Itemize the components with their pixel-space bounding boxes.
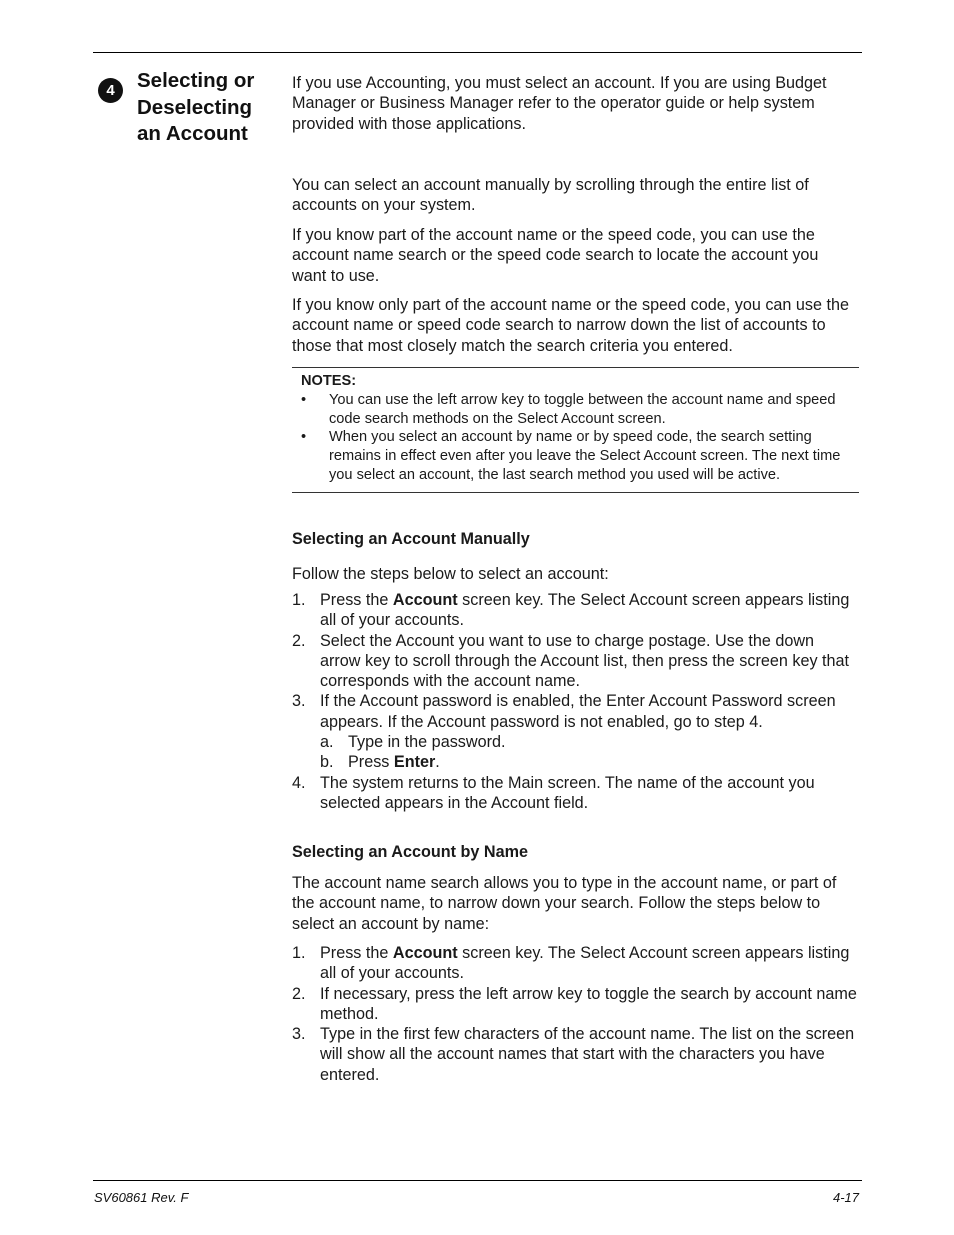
step-text: Type in the password.: [348, 733, 506, 752]
step-keyword: Account: [392, 944, 458, 962]
list-item: [292, 773, 857, 814]
manual-steps-list: [292, 590, 857, 813]
page-number: 4-17: [832, 1190, 859, 1205]
step-number: 3.: [292, 1025, 306, 1044]
bullet-icon: •: [301, 391, 307, 408]
body-paragraph: [292, 225, 857, 286]
step-text: If necessary, press the left arrow key to toggle the search by account name method.: [320, 984, 857, 1023]
list-item: [292, 984, 857, 1025]
footer-rule: [93, 1180, 862, 1181]
manual-lead: [292, 564, 857, 584]
paragraph-search-locate: If you know part of the account name or the speed code, you can use the account name search or the speed code search to locate the account you want to use.: [292, 226, 819, 285]
step-number: 4.: [292, 773, 306, 792]
intro-paragraph: [292, 73, 857, 134]
header-rule: [93, 52, 862, 53]
note-item: [292, 428, 859, 484]
manual-lead-text: Follow the steps below to select an account:: [292, 565, 609, 583]
notes-box: [292, 367, 859, 493]
note-text: You can use the left arrow key to toggle between the account name and speed code search methods on the Select Account screen.: [329, 391, 836, 427]
by-name-steps-list: [292, 943, 857, 1085]
subheading-manual: Selecting an Account Manually: [292, 530, 530, 548]
subheading-by-name: Selecting an Account by Name: [292, 843, 528, 861]
document-id: SV60861 Rev. F: [94, 1190, 189, 1205]
step-text: The system returns to the Main screen. The name of the account you selected appears in the Account field.: [320, 773, 815, 812]
step-letter: a.: [320, 733, 334, 752]
section-title: [137, 68, 282, 148]
by-name-lead: [292, 873, 857, 934]
step-text: Press the: [320, 944, 393, 962]
section-title-line: an Account: [137, 122, 248, 145]
step-number: 1.: [292, 591, 306, 609]
step-number: 2.: [292, 984, 306, 1003]
notes-heading: NOTES:: [301, 373, 357, 389]
note-item: [292, 391, 859, 429]
paragraph-manual-scroll: You can select an account manually by scrolling through the entire list of accounts on your system.: [292, 176, 809, 215]
bullet-icon: •: [301, 429, 307, 446]
list-subitem: [292, 752, 857, 772]
body-paragraph: [292, 295, 857, 356]
body-paragraph: [292, 175, 857, 216]
step-number-badge: 4: [98, 78, 123, 103]
list-item: [292, 1024, 857, 1085]
step-text: If the Account password is enabled, the Enter Account Password screen appears. If the Account password is not enabled, go to step 4.: [320, 692, 836, 731]
list-item: [292, 943, 857, 984]
step-keyword: Enter: [393, 753, 436, 772]
step-text: Press: [348, 753, 394, 772]
section-title-line: Selecting or: [137, 69, 255, 92]
step-number: 1.: [292, 944, 306, 962]
step-text: screen key. The Select Account screen appears listing all of your accounts.: [320, 591, 850, 630]
list-item: [292, 691, 857, 732]
step-number: 3.: [292, 692, 306, 711]
step-number: 2.: [292, 631, 306, 650]
step-keyword: Account: [392, 591, 458, 609]
note-text: When you select an account by name or by speed code, the search setting remains in effect even after you leave the Select Account screen. The next time you select an account, the last search method you used will be active.: [329, 429, 841, 483]
list-item: [292, 590, 857, 631]
paragraph-search-narrow: If you know only part of the account name or the speed code, you can use the account name or speed code search to narrow down the list of accounts to those that most closely match the search criteria you entered.: [292, 296, 850, 355]
list-subitem: [292, 732, 857, 752]
step-text: Press the: [320, 591, 393, 609]
section-title-line: Deselecting: [137, 95, 253, 119]
list-item: [292, 631, 857, 692]
by-name-lead-text: The account name search allows you to type in the account name, or part of the account name, to narrow down your search. Follow the steps below to select an account by name:: [292, 874, 837, 933]
intro-text: If you use Accounting, you must select an account. If you are using Budget Manager or Business Manager refer to the operator guide or help system provided with those applications.: [292, 74, 827, 133]
step-text: screen key. The Select Account screen appears listing all of your accounts.: [320, 944, 850, 983]
step-text: .: [435, 753, 440, 772]
step-text: Type in the first few characters of the account name. The list on the screen will show all the account names that start with the characters you have entered.: [320, 1025, 855, 1084]
step-letter: b.: [320, 753, 334, 772]
step-text: Select the Account you want to use to charge postage. Use the down arrow key to scroll through the Account list, then press the screen key that corresponds with the account name.: [320, 631, 850, 691]
